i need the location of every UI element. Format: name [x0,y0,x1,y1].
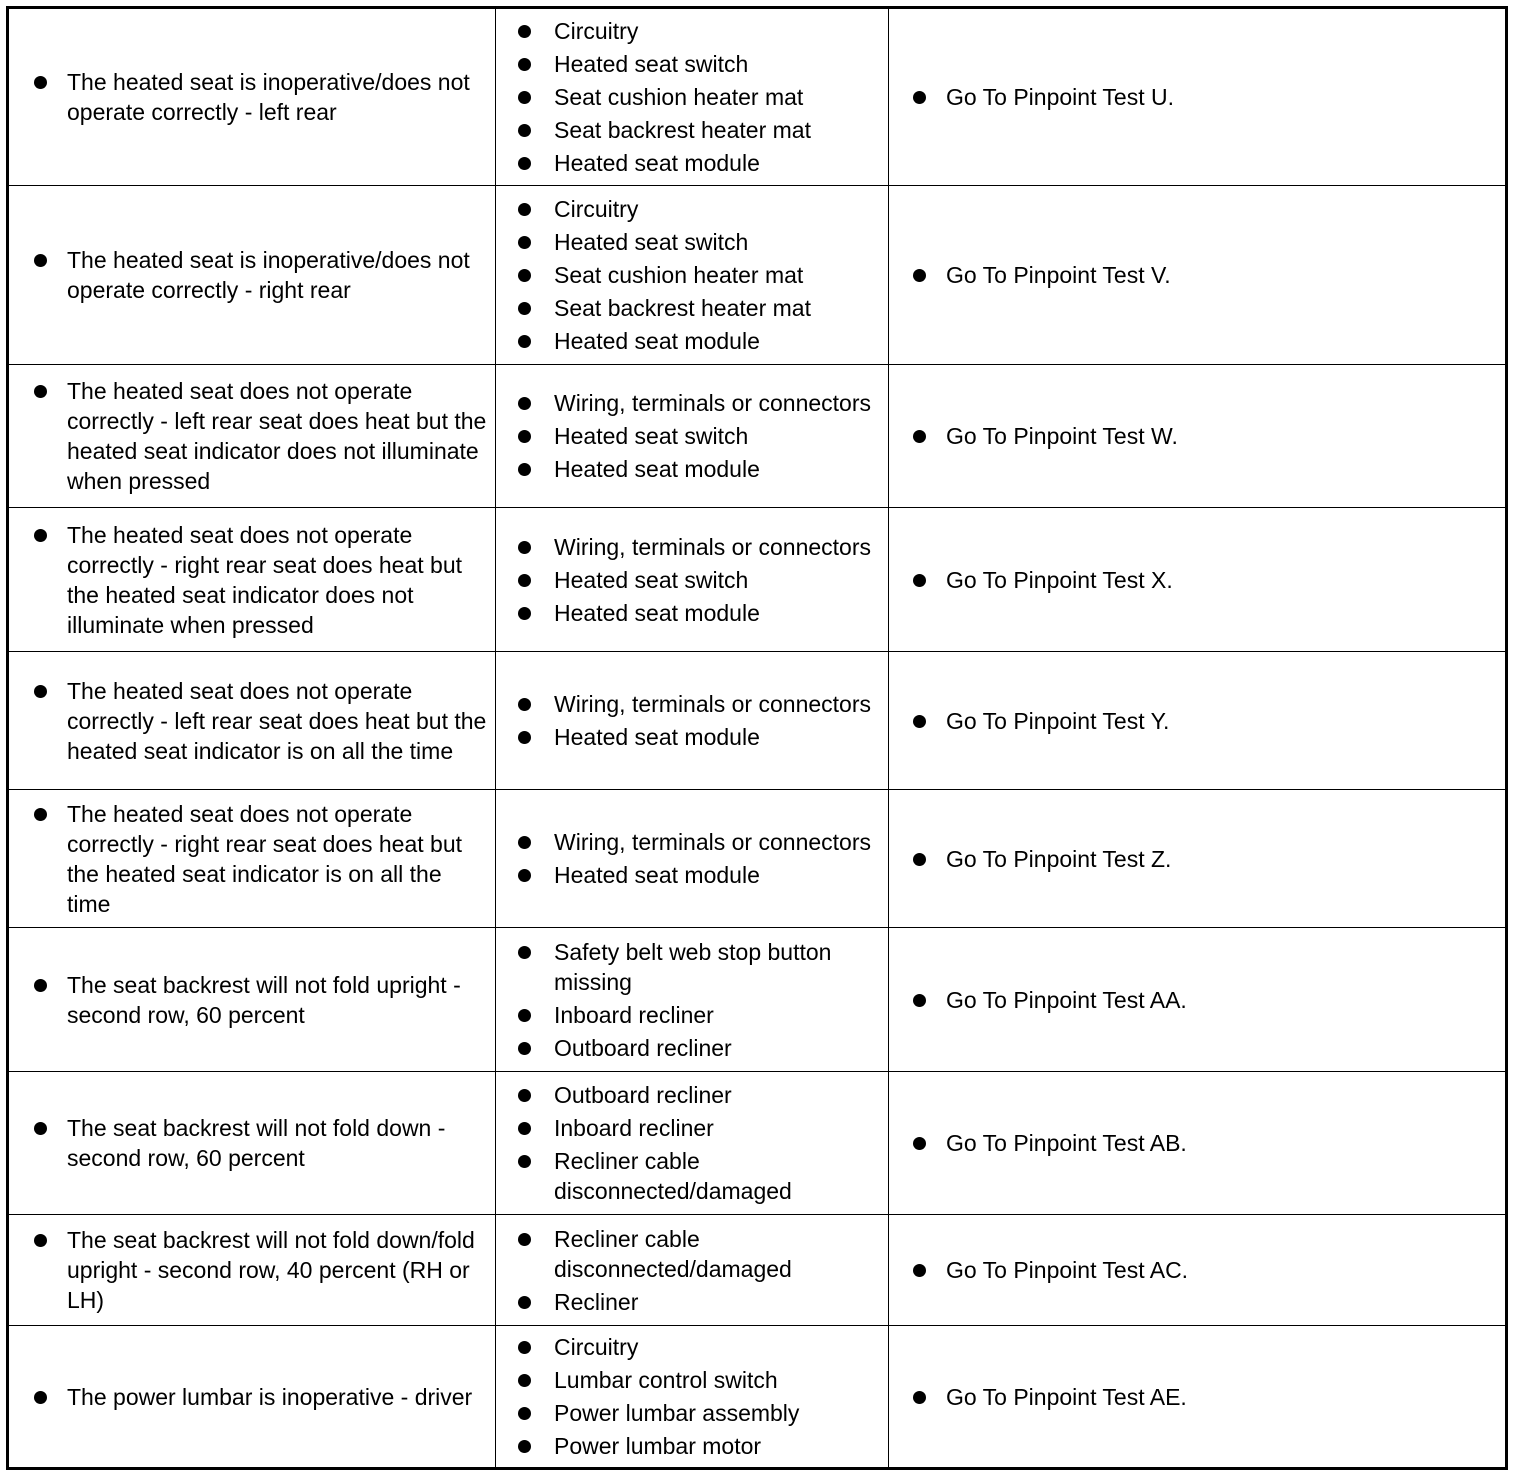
possible-sources-cell [496,8,889,186]
possible-source-item: Circuitry [554,16,880,46]
possible-sources-cell [496,1072,889,1215]
possible-sources-cell [496,1215,889,1326]
symptom-cell [8,1215,496,1326]
symptom-cell [8,1326,496,1469]
symptom-list [9,1225,495,1315]
pinpoint-test-reference: Go To Pinpoint Test AA. [946,985,1505,1015]
possible-source-item: Circuitry [554,194,880,224]
symptom-text: The heated seat is inoperative/does not operate correctly - right rear [67,245,487,305]
table-row [8,508,1507,652]
possible-source-item: Wiring, terminals or connectors [554,532,880,562]
symptom-list [9,676,495,766]
pinpoint-test-reference: Go To Pinpoint Test V. [946,260,1505,290]
table-row [8,365,1507,508]
possible-sources-cell [496,365,889,508]
pinpoint-test-reference: Go To Pinpoint Test Z. [946,844,1505,874]
pinpoint-test-reference: Go To Pinpoint Test Y. [946,706,1505,736]
possible-source-item: Wiring, terminals or connectors [554,689,880,719]
possible-source-item: Recliner [554,1287,880,1317]
table-body [8,8,1507,1469]
action-cell [889,1215,1507,1326]
action-cell [889,928,1507,1072]
action-cell [889,1326,1507,1469]
action-list [889,565,1505,595]
symptom-list [9,376,495,496]
symptom-cell [8,928,496,1072]
symptom-text: The seat backrest will not fold down/fold upright - second row, 40 percent (RH or LH) [67,1225,487,1315]
action-list [889,1128,1505,1158]
symptom-cell [8,186,496,365]
possible-source-item: Heated seat module [554,598,880,628]
possible-source-item: Heated seat module [554,148,880,178]
possible-source-item: Seat backrest heater mat [554,293,880,323]
action-list [889,706,1505,736]
possible-sources-list [496,1332,888,1461]
possible-sources-cell [496,790,889,928]
possible-source-item: Recliner cable disconnected/damaged [554,1146,880,1206]
possible-source-item: Inboard recliner [554,1000,880,1030]
symptom-text: The heated seat is inoperative/does not operate correctly - left rear [67,67,487,127]
symptom-chart-table [6,6,1508,1470]
symptom-text: The seat backrest will not fold down - second row, 60 percent [67,1113,487,1173]
pinpoint-test-reference: Go To Pinpoint Test AB. [946,1128,1505,1158]
action-list [889,985,1505,1015]
table-row [8,652,1507,790]
symptom-text: The power lumbar is inoperative - driver [67,1382,487,1412]
possible-source-item: Outboard recliner [554,1033,880,1063]
possible-source-item: Heated seat switch [554,227,880,257]
pinpoint-test-reference: Go To Pinpoint Test W. [946,421,1505,451]
symptom-text: The seat backrest will not fold upright - second row, 60 percent [67,970,487,1030]
action-list [889,844,1505,874]
action-cell [889,8,1507,186]
possible-source-item: Seat cushion heater mat [554,82,880,112]
symptom-cell [8,365,496,508]
symptom-cell [8,8,496,186]
symptom-list [9,970,495,1030]
possible-source-item: Recliner cable disconnected/damaged [554,1224,880,1284]
possible-sources-list [496,16,888,178]
symptom-cell [8,1072,496,1215]
possible-sources-list [496,827,888,890]
possible-source-item: Wiring, terminals or connectors [554,827,880,857]
action-list [889,260,1505,290]
possible-sources-cell [496,928,889,1072]
possible-source-item: Circuitry [554,1332,880,1362]
table-row [8,1072,1507,1215]
possible-source-item: Safety belt web stop button missing [554,937,880,997]
possible-source-item: Heated seat module [554,454,880,484]
possible-source-item: Seat backrest heater mat [554,115,880,145]
table-row [8,8,1507,186]
possible-sources-cell [496,1326,889,1469]
possible-sources-cell [496,652,889,790]
symptom-cell [8,652,496,790]
possible-source-item: Wiring, terminals or connectors [554,388,880,418]
possible-source-item: Heated seat switch [554,49,880,79]
table-row [8,928,1507,1072]
action-list [889,82,1505,112]
symptom-list [9,245,495,305]
possible-sources-list [496,937,888,1063]
pinpoint-test-reference: Go To Pinpoint Test AC. [946,1255,1505,1285]
action-cell [889,652,1507,790]
symptom-list [9,520,495,640]
possible-sources-list [496,1224,888,1317]
symptom-list [9,1382,495,1412]
action-cell [889,790,1507,928]
table-row [8,1215,1507,1326]
possible-source-item: Heated seat module [554,326,880,356]
action-list [889,1382,1505,1412]
possible-source-item: Power lumbar assembly [554,1398,880,1428]
action-cell [889,365,1507,508]
pinpoint-test-reference: Go To Pinpoint Test AE. [946,1382,1505,1412]
pinpoint-test-reference: Go To Pinpoint Test X. [946,565,1505,595]
symptom-list [9,67,495,127]
action-list [889,1255,1505,1285]
possible-sources-list [496,194,888,356]
possible-sources-cell [496,186,889,365]
table-row [8,1326,1507,1469]
symptom-text: The heated seat does not operate correctly - left rear seat does heat but the heated seat indicator is on all the time [67,677,487,764]
possible-source-item: Heated seat module [554,722,880,752]
possible-source-item: Inboard recliner [554,1113,880,1143]
table-row [8,790,1507,928]
symptom-text: The heated seat does not operate correctly - right rear seat does heat but the heated seat indicator does not illuminate when pressed [67,520,487,640]
pinpoint-test-reference: Go To Pinpoint Test U. [946,82,1505,112]
possible-source-item: Seat cushion heater mat [554,260,880,290]
possible-sources-cell [496,508,889,652]
table-row [8,186,1507,365]
symptom-list [9,1113,495,1173]
action-cell [889,508,1507,652]
symptom-text: The heated seat does not operate correctly - right rear seat does heat but the heated seat indicator is on all the time [67,799,487,919]
symptom-list [9,799,495,919]
possible-source-item: Heated seat module [554,860,880,890]
possible-source-item: Lumbar control switch [554,1365,880,1395]
possible-source-item: Power lumbar motor [554,1431,880,1461]
possible-source-item: Heated seat switch [554,421,880,451]
possible-source-item: Outboard recliner [554,1080,880,1110]
possible-sources-list [496,388,888,484]
symptom-cell [8,790,496,928]
possible-sources-list [496,1080,888,1206]
possible-sources-list [496,689,888,752]
symptom-text: The heated seat does not operate correctly - left rear seat does heat but the heated seat indicator does not illuminate when pressed [67,378,487,494]
action-cell [889,186,1507,365]
symptom-cell [8,508,496,652]
possible-sources-list [496,532,888,628]
action-cell [889,1072,1507,1215]
action-list [889,421,1505,451]
possible-source-item: Heated seat switch [554,565,880,595]
